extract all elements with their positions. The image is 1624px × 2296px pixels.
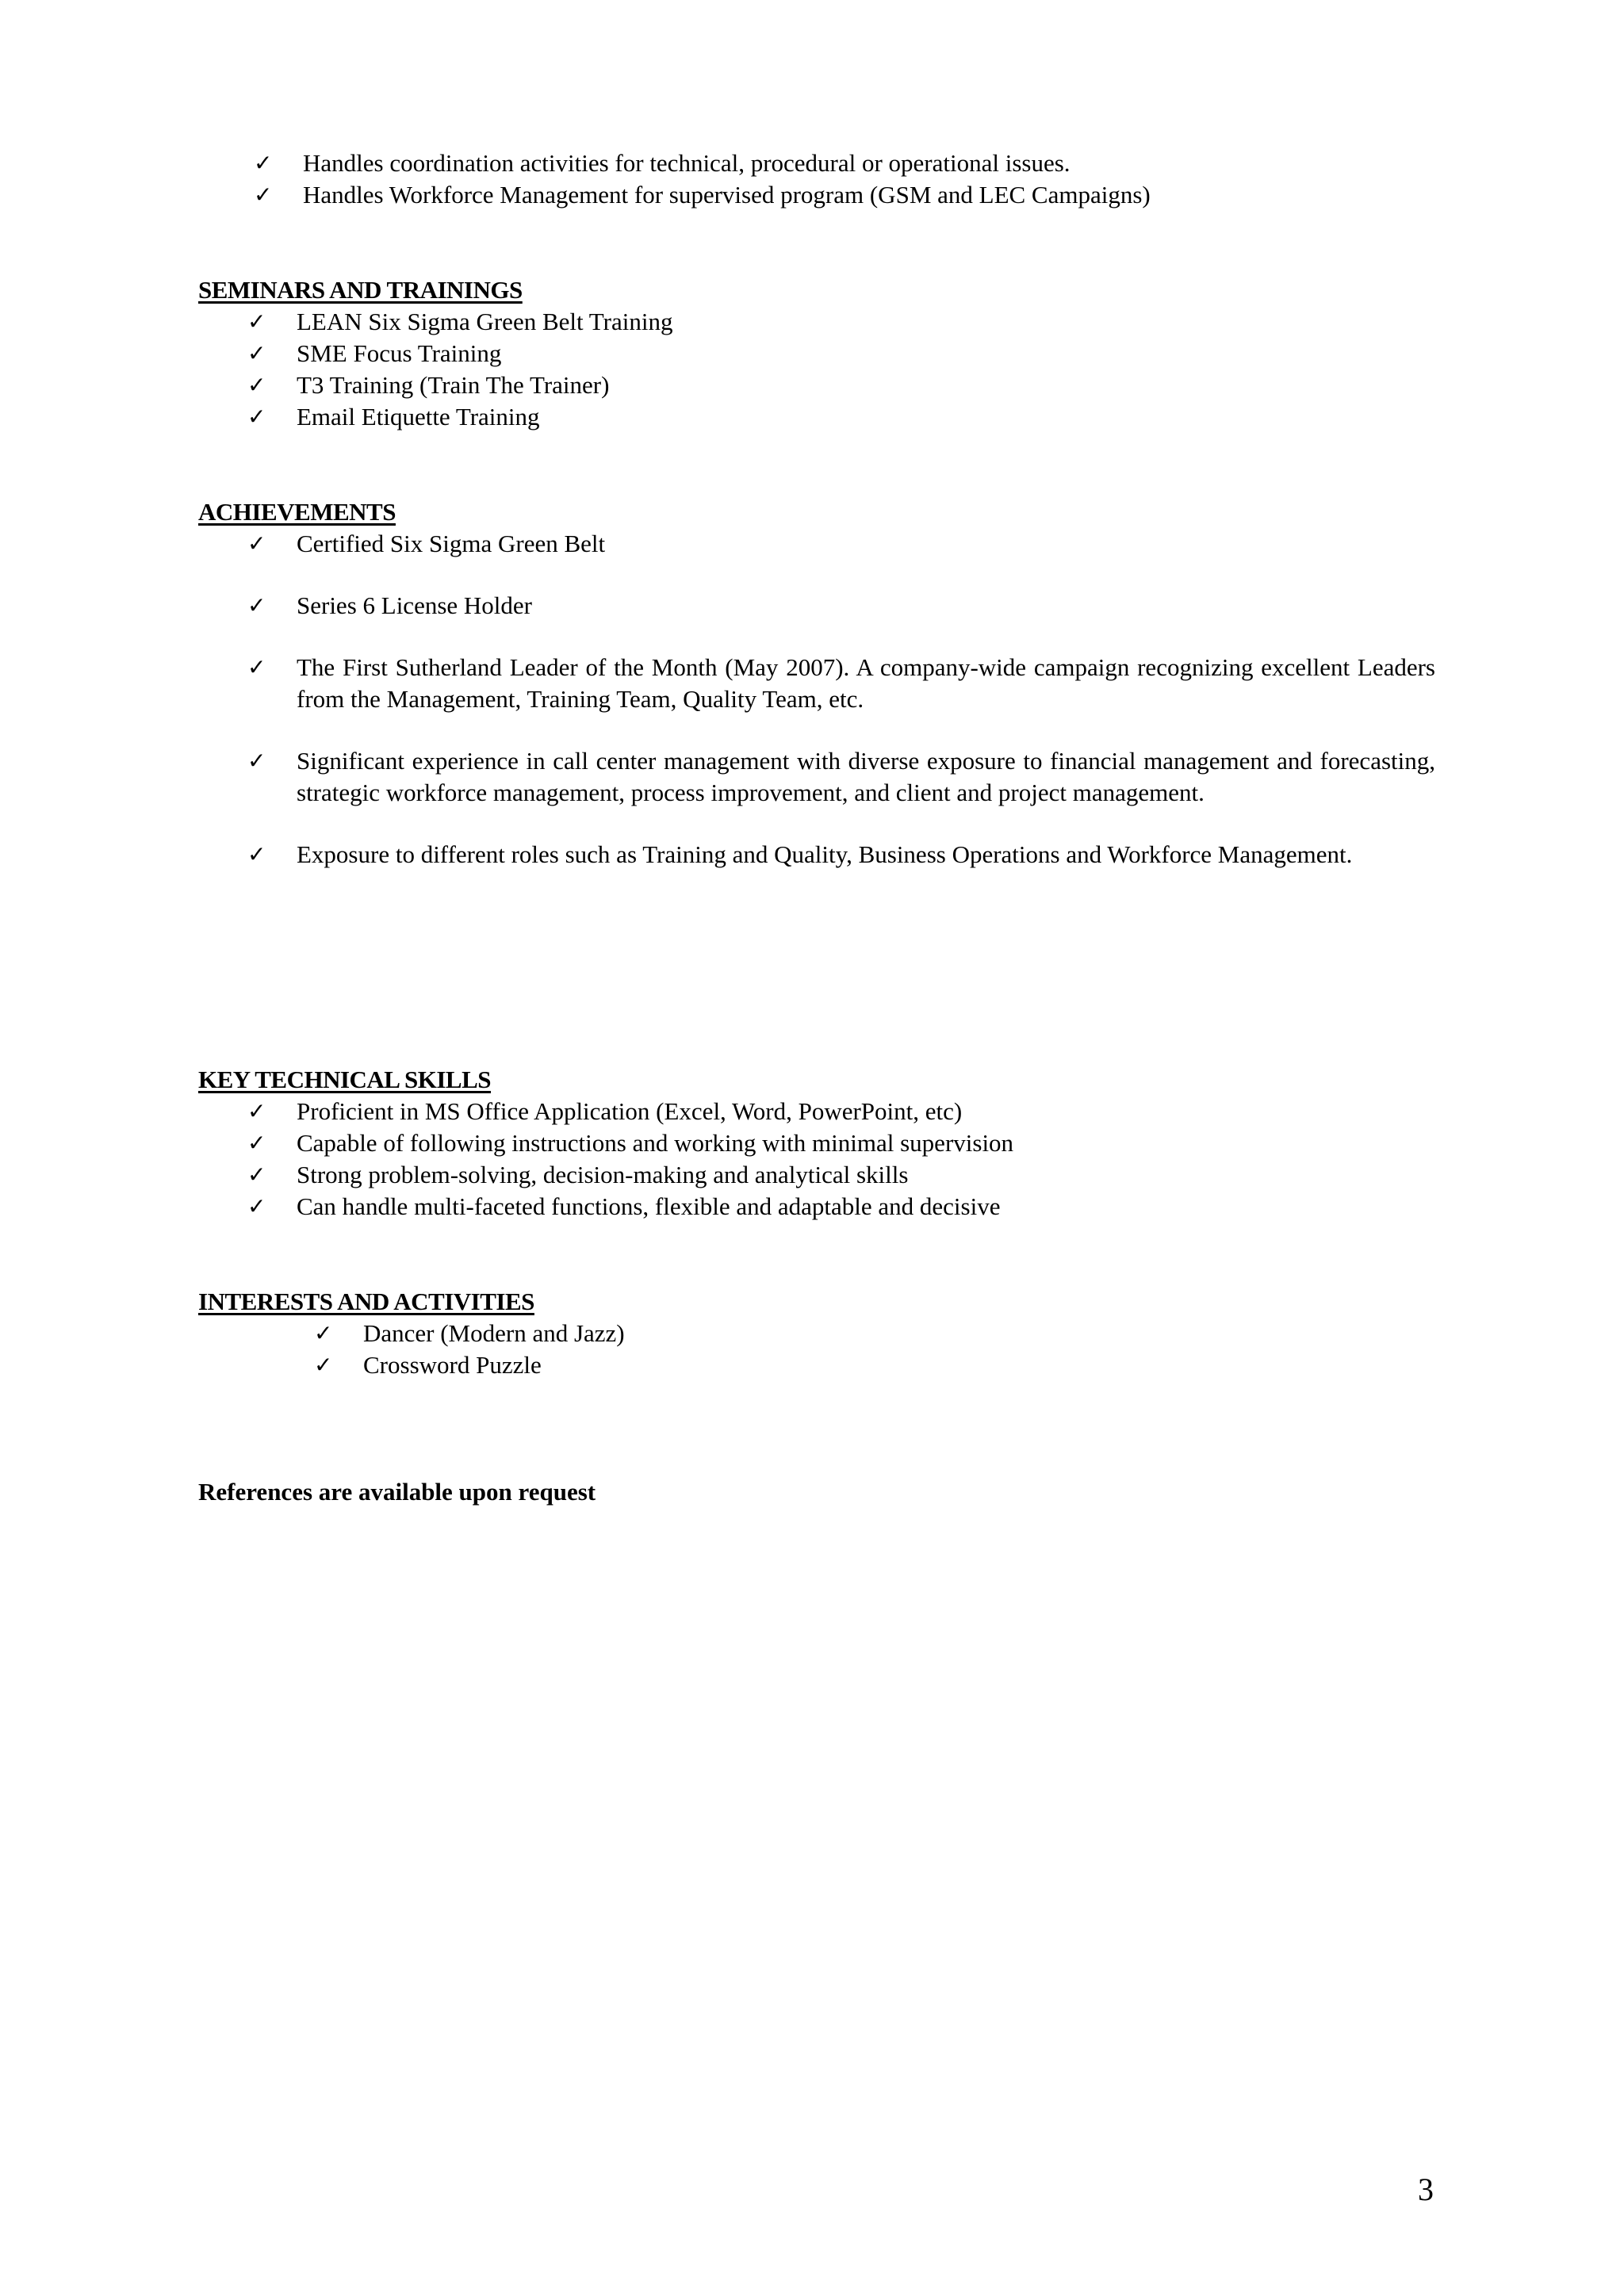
checkmark-icon: ✓ <box>254 150 273 176</box>
list-item <box>198 401 1435 433</box>
checkmark-icon: ✓ <box>247 1130 266 1156</box>
list-item-text: LEAN Six Sigma Green Belt Training <box>297 308 673 335</box>
top-continuation-section <box>198 147 1435 211</box>
list-item-text: Significant experience in call center management with diverse exposure to financial management and forecasting, strategic workforce management, process improvement, and client and project management. <box>297 747 1435 806</box>
checkmark-icon: ✓ <box>247 404 266 430</box>
closing-section <box>198 1476 1435 1508</box>
interests-heading: INTERESTS AND ACTIVITIES <box>198 1288 534 1315</box>
achievements-list <box>198 528 1435 871</box>
checkmark-icon: ✓ <box>314 1352 333 1378</box>
list-item-text: SME Focus Training <box>297 339 502 367</box>
list-item-text: Crossword Puzzle <box>363 1351 542 1379</box>
list-item <box>198 528 1435 560</box>
checkmark-icon: ✓ <box>247 530 266 557</box>
skills-section <box>198 1064 1435 1223</box>
list-item <box>198 338 1435 369</box>
checkmark-icon: ✓ <box>247 841 266 867</box>
checkmark-icon: ✓ <box>247 372 266 398</box>
list-item-text: Proficient in MS Office Application (Excel, Word, PowerPoint, etc) <box>297 1097 963 1125</box>
list-item <box>198 590 1435 622</box>
checkmark-icon: ✓ <box>247 1161 266 1188</box>
list-item-text: Capable of following instructions and working with minimal supervision <box>297 1129 1014 1157</box>
list-item <box>198 1127 1435 1159</box>
checkmark-icon: ✓ <box>247 592 266 618</box>
list-item-text: Dancer (Modern and Jazz) <box>363 1319 625 1347</box>
checkmark-icon: ✓ <box>247 1193 266 1219</box>
references-note: References are available upon request <box>198 1478 596 1506</box>
interests-list <box>198 1318 1435 1381</box>
checkmark-icon: ✓ <box>247 748 266 774</box>
checkmark-icon: ✓ <box>247 1098 266 1124</box>
skills-list <box>198 1096 1435 1223</box>
top-continuation-list <box>198 147 1435 211</box>
seminars-heading: SEMINARS AND TRAININGS <box>198 276 523 304</box>
achievements-section <box>198 496 1435 871</box>
list-item <box>198 652 1435 715</box>
checkmark-icon: ✓ <box>247 308 266 335</box>
list-item <box>198 179 1435 211</box>
skills-heading: KEY TECHNICAL SKILLS <box>198 1066 492 1093</box>
seminars-list <box>198 306 1435 433</box>
list-item <box>198 1159 1435 1191</box>
list-item <box>198 306 1435 338</box>
list-item-text: Exposure to different roles such as Training and Quality, Business Operations and Workforce Management. <box>297 840 1353 868</box>
list-item-text: Email Etiquette Training <box>297 403 540 430</box>
achievements-heading: ACHIEVEMENTS <box>198 498 396 526</box>
list-item <box>198 1191 1435 1223</box>
list-item <box>198 369 1435 401</box>
list-item-text: The First Sutherland Leader of the Month (May 2007). A company-wide campaign recognizing excellent Leaders from the Management, Training Team, Quality Team, etc. <box>297 653 1435 713</box>
list-item <box>198 1318 1435 1349</box>
list-item-text: T3 Training (Train The Trainer) <box>297 371 610 399</box>
list-item <box>198 1096 1435 1127</box>
checkmark-icon: ✓ <box>247 654 266 680</box>
list-item <box>198 745 1435 809</box>
list-item-text: Handles coordination activities for technical, procedural or operational issues. <box>303 149 1071 177</box>
interests-section <box>198 1286 1435 1381</box>
seminars-section <box>198 274 1435 433</box>
list-item-text: Strong problem-solving, decision-making and analytical skills <box>297 1161 909 1188</box>
list-item <box>198 839 1435 871</box>
list-item-text: Series 6 License Holder <box>297 591 532 619</box>
list-item <box>198 1349 1435 1381</box>
list-item-text: Handles Workforce Management for supervised program (GSM and LEC Campaigns) <box>303 181 1151 209</box>
page-number: 3 <box>1418 2172 1434 2207</box>
list-item-text: Can handle multi-faceted functions, flexible and adaptable and decisive <box>297 1192 1001 1220</box>
list-item <box>198 147 1435 179</box>
checkmark-icon: ✓ <box>314 1320 333 1346</box>
list-item-text: Certified Six Sigma Green Belt <box>297 530 606 557</box>
checkmark-icon: ✓ <box>247 340 266 366</box>
checkmark-icon: ✓ <box>254 182 273 208</box>
